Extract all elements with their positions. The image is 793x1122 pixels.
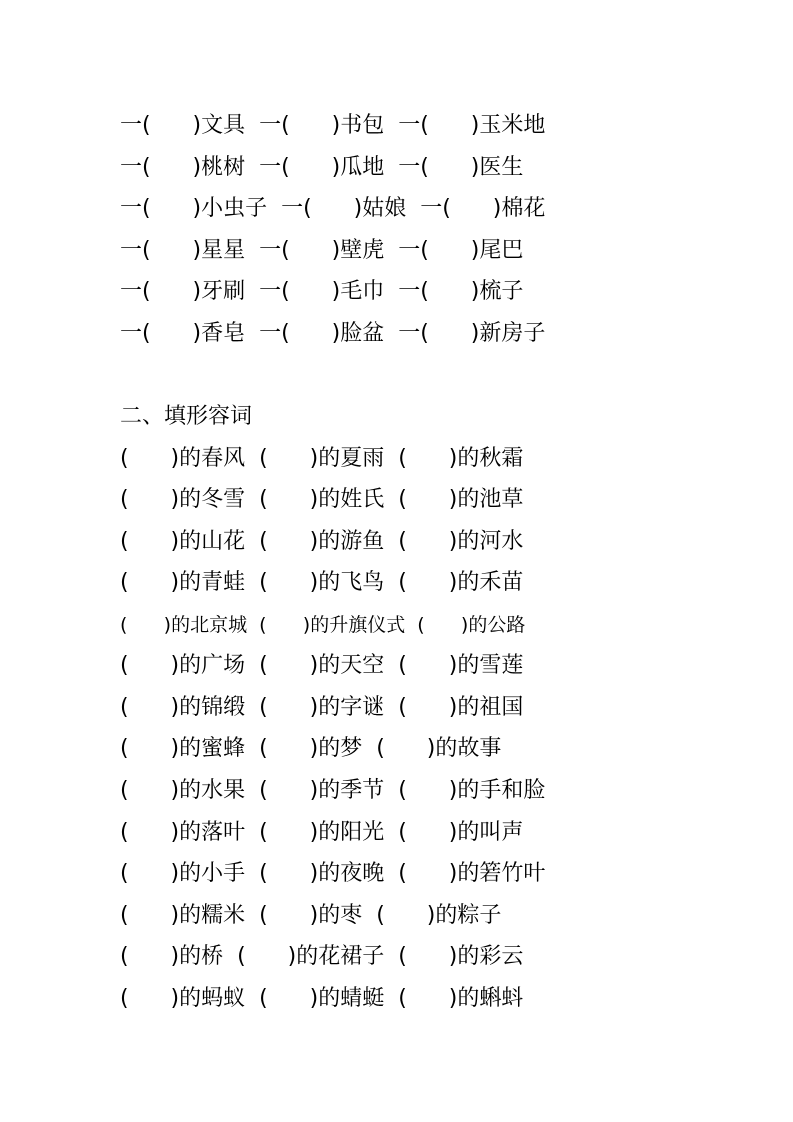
adjective-line-1: ( )的春风 ( )的夏雨 ( )的秋霜 (120, 446, 524, 471)
adjective-line-12: ( )的糯米 ( )的枣 ( )的粽子 (120, 903, 502, 928)
measure-word-line-5: 一( )牙刷 一( )毛巾 一( )梳子 (120, 279, 524, 304)
measure-word-line-2: 一( )桃树 一( )瓜地 一( )医生 (120, 155, 524, 180)
measure-word-line-4: 一( )星星 一( )壁虎 一( )尾巴 (120, 238, 524, 263)
adjective-line-2: ( )的冬雪 ( )的姓氏 ( )的池草 (120, 487, 524, 512)
adjective-line-13: ( )的桥 ( )的花裙子 ( )的彩云 (120, 944, 524, 969)
adjective-line-11: ( )的小手 ( )的夜晚 ( )的箬竹叶 (120, 861, 546, 886)
measure-word-line-3: 一( )小虫子 一( )姑娘 一( )棉花 (120, 196, 546, 221)
adjective-line-14: ( )的蚂蚁 ( )的蜻蜓 ( )的蝌蚪 (120, 986, 524, 1011)
section-heading-adjectives: 二、填形容词 (120, 404, 253, 429)
measure-word-line-6: 一( )香皂 一( )脸盆 一( )新房子 (120, 321, 546, 346)
adjective-line-7: ( )的锦缎 ( )的字谜 ( )的祖国 (120, 695, 524, 720)
adjective-line-10: ( )的落叶 ( )的阳光 ( )的叫声 (120, 820, 524, 845)
adjective-line-3: ( )的山花 ( )的游鱼 ( )的河水 (120, 529, 524, 554)
measure-word-line-1: 一( )文具 一( )书包 一( )玉米地 (120, 113, 546, 138)
adjective-line-6: ( )的广场 ( )的天空 ( )的雪莲 (120, 653, 524, 678)
adjective-line-8: ( )的蜜蜂 ( )的梦 ( )的故事 (120, 736, 502, 761)
adjective-line-5: ( )的北京城 ( )的升旗仪式 ( )的公路 (120, 614, 526, 636)
adjective-line-4: ( )的青蛙 ( )的飞鸟 ( )的禾苗 (120, 570, 524, 595)
adjective-line-9: ( )的水果 ( )的季节 ( )的手和脸 (120, 778, 546, 803)
